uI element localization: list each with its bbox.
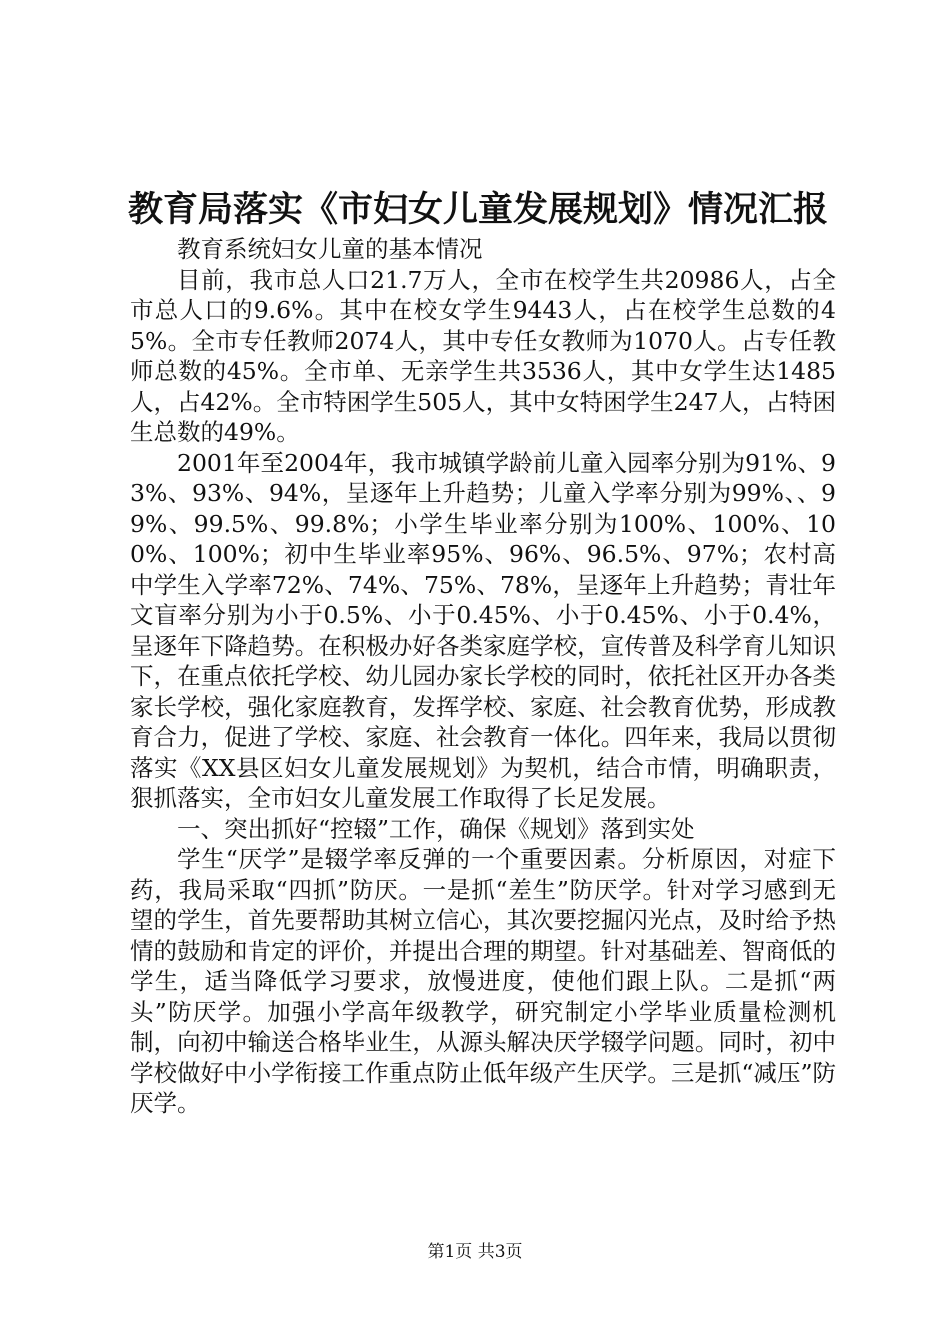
document-title: 教育局落实《市妇女儿童发展规划》情况汇报 <box>128 189 829 230</box>
page-footer <box>0 1240 950 1264</box>
page-number: 第1页 共3页 <box>427 1242 523 1262</box>
document-body <box>130 234 836 1119</box>
paragraph-population-statistics: 目前，我市总人口21.7万人，全市在校学生共20986人，占全市总人口的9.6%。其中在校女学生9443人，占在校学生总数的45%。全市专任教师2074人，其中专任女教师为1070人。占专任教师总数的45%。全市单、无亲学生共3536人，其中女学生达1485人，占42%。全市特困学生505人，其中女特困学生247人，占特困生总数的49%。 <box>130 265 836 446</box>
section-heading-dropout-control: 一、突出抓好“控辍”工作，确保《规划》落到实处 <box>177 814 695 843</box>
section-heading-basic-situation: 教育系统妇女儿童的基本情况 <box>177 235 483 263</box>
paragraph-enrollment-rates: 2001年至2004年，我市城镇学龄前儿童入园率分别为91%、93%、93%、94%，呈逐年上升趋势；儿童入学率分别为99%、、99%、99.5%、99.8%；小学生毕业率分别为100%、100%、100%、100%；初中生毕业率95%、96%、96.5%、97%；农村高中学生入学率72%、74%、75%、78%，呈逐年上升趋势；青壮年文盲率分别为小于0.5%、小于0.45%、小于0.45%、小于0.4%，呈逐年下降趋势。在积极办好各类家庭学校，宣传普及科学育儿知识下，在重点依托学校、幼儿园办家长学校的同时，依托社区开办各类家长学校，强化家庭教育，发挥学校、家庭、社会教育优势，形成教育合力，促进了学校、家庭、社会教育一体化。四年来，我局以贯彻落实《XX县区妇女儿童发展规划》为契机，结合市情，明确职责，狠抓落实，全市妇女儿童发展工作取得了长足发展。 <box>130 448 836 812</box>
paragraph-weariness-prevention: 学生“厌学”是辍学率反弹的一个重要因素。分析原因，对症下药，我局采取“四抓”防厌。一是抓“差生”防厌学。针对学习感到无望的学生，首先要帮助其树立信心，其次要挖掘闪光点，及时给予热情的鼓励和肯定的评价，并提出合理的期望。针对基础差、智商低的学生，适当降低学习要求，放慢进度，使他们跟上队。二是抓“两头”防厌学。加强小学高年级教学，研究制定小学毕业质量检测机制，向初中输送合格毕业生，从源头解决厌学辍学问题。同时，初中学校做好中小学衔接工作重点防止低年级产生厌学。三是抓“减压”防厌学。 <box>130 845 836 1117</box>
